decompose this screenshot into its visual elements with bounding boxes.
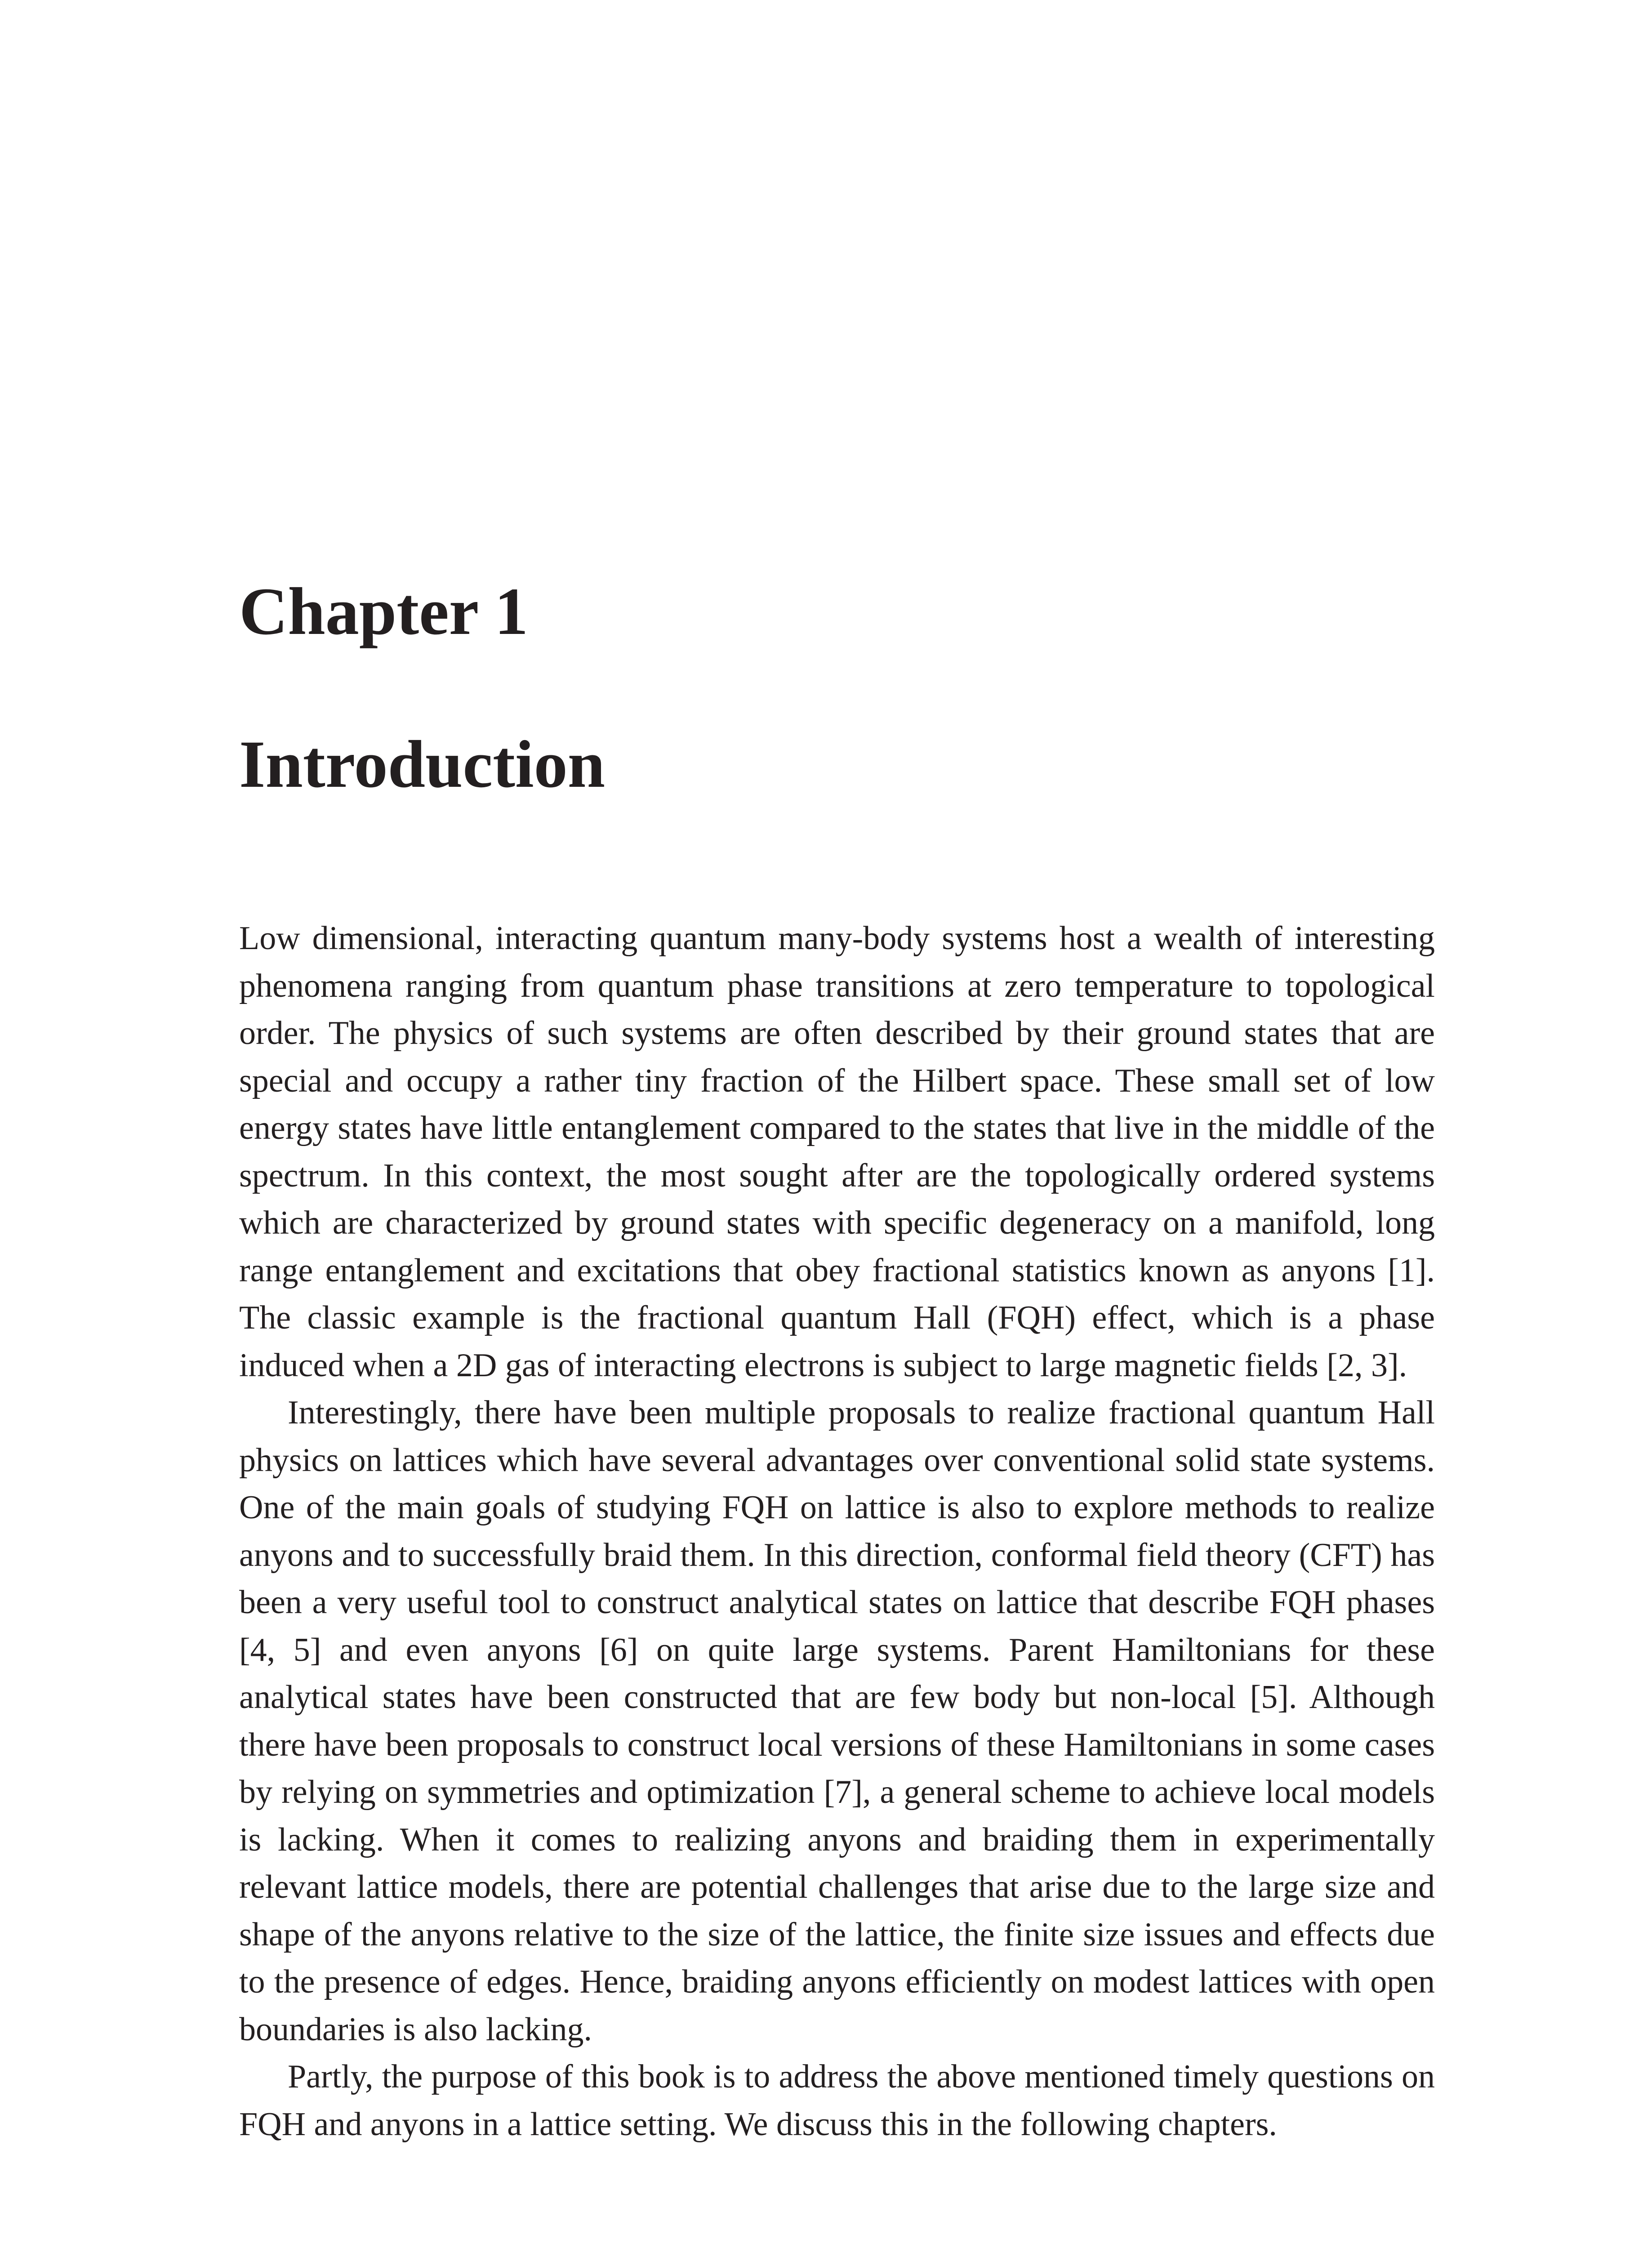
paragraph: Interestingly, there have been multiple proposals to realize fractional quantum Hall physics on lattices which have several advantages over conventional solid state systems. One of the main goals of studying FQH on lattice is also to explore methods to realize anyons and to successfully braid them. In this direction, conformal field theory (CFT) has been a very useful tool to construct analytical states on lattice that describe FQH phases [4, 5] and even anyons [6] on quite large systems. Parent Hamiltonians for these analytical states have been constructed that are few body but non-local [5]. Although there have been proposals to construct local versions of these Hamiltonians in some cases by relying on symmetries and optimization [7], a general scheme to achieve local models is lacking. When it comes to realizing anyons and braiding them in experimentally relevant lattice models, there are potential challenges that arise due to the large size and shape of the anyons relative to the size of the lattice, the finite size issues and effects due to the presence of edges. Hence, braiding anyons efficiently on modest lattices with open boundaries is also lacking.: [239, 1394, 1435, 2048]
paragraph: Partly, the purpose of this book is to address the above mentioned timely questions on FQH and anyons in a lattice setting. We discuss this in the following chapters.: [239, 2058, 1435, 2143]
paragraph: Low dimensional, interacting quantum many-body systems host a wealth of interesting phenomena ranging from quantum phase transitions at zero temperature to topological order. The physics of such systems are often described by their ground states that are special and occupy a rather tiny fraction of the Hilbert space. These small set of low energy states have little entanglement compared to the states that live in the middle of the spectrum. In this context, the most sought after are the topologically ordered systems which are characterized by ground states with specific degeneracy on a manifold, long range entanglement and excitations that obey fractional statistics known as anyons [1]. The classic example is the fractional quantum Hall (FQH) effect, which is a phase induced when a 2D gas of interacting electrons is subject to large magnetic fields [2, 3].: [239, 920, 1435, 1384]
chapter-body: [239, 915, 1435, 2148]
chapter-number: Chapter 1: [239, 574, 529, 649]
chapter-title: Introduction: [239, 727, 606, 802]
